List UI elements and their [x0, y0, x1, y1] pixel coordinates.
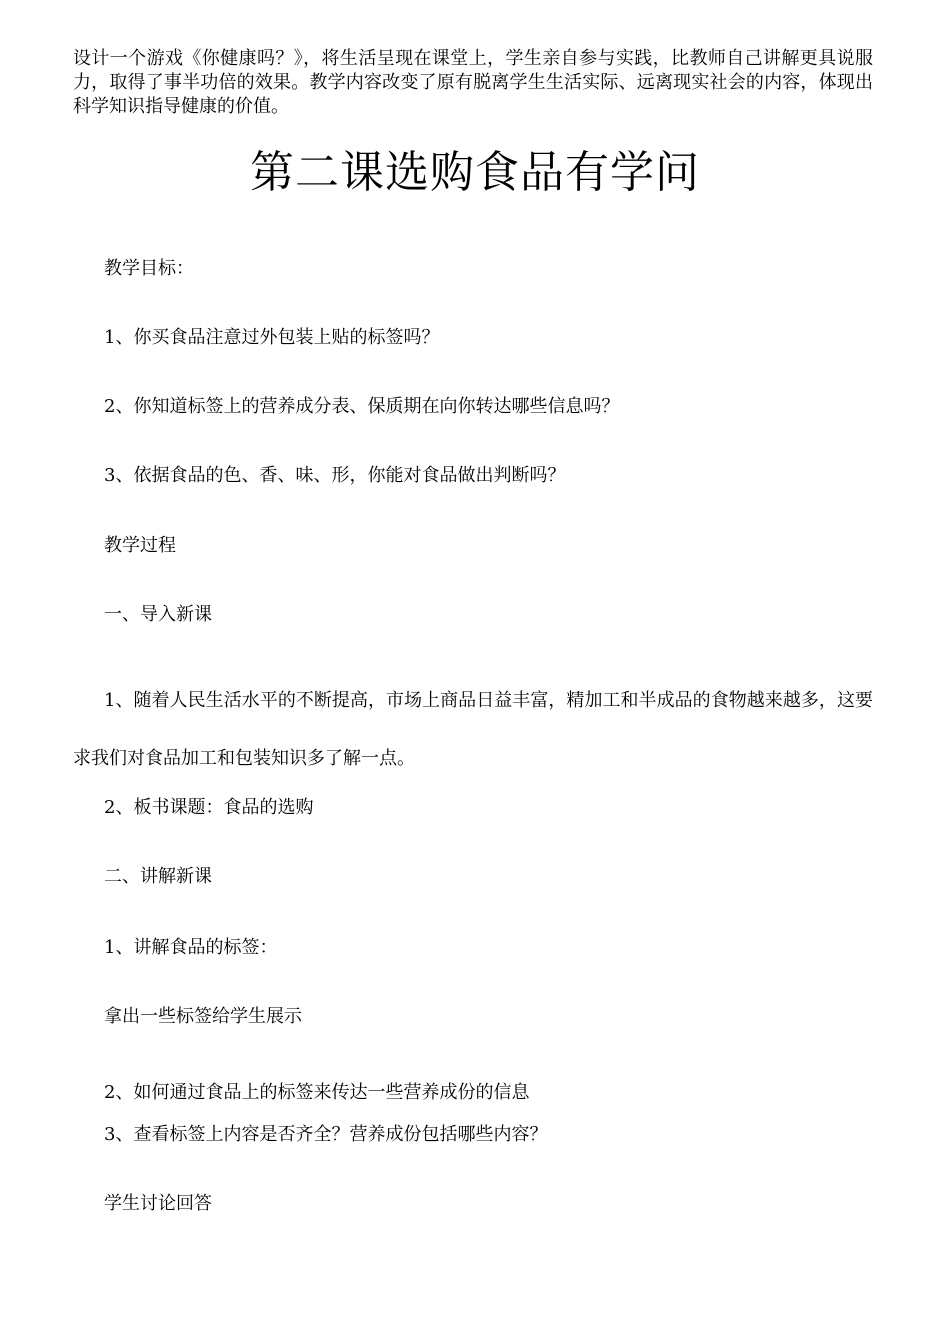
objective-item-2: 2、你知道标签上的营养成分表、保质期在向你转达哪些信息吗？ [104, 396, 620, 417]
section-2-item-2: 2、如何通过食品上的标签来传达一些营养成份的信息 [104, 1082, 530, 1103]
objectives-heading: 教学目标： [104, 258, 194, 279]
section-1-item-1: 1、随着人民生活水平的不断提高，市场上商品日益丰富，精加工和半成品的食物越来越多，这要求我们对食品加工和包装知识多了解一点。 [73, 690, 873, 769]
objective-item-3: 3、依据食品的色、香、味、形，你能对食品做出判断吗？ [104, 465, 566, 486]
section-1-item-2: 2、板书课题：食品的选购 [104, 797, 314, 818]
section-2-item-1: 1、讲解食品的标签： [104, 937, 278, 958]
section-2-heading: 二、讲解新课 [104, 866, 212, 887]
section-2-item-3-detail: 学生讨论回答 [104, 1193, 212, 1214]
lesson-title: 第二课选购食品有学问 [250, 147, 700, 198]
objective-item-1: 1、你买食品注意过外包装上贴的标签吗？ [104, 327, 440, 348]
process-heading: 教学过程 [104, 535, 176, 556]
section-1-heading: 一、导入新课 [104, 604, 212, 625]
intro-paragraph: 设计一个游戏《你健康吗？》，将生活呈现在课堂上，学生亲自参与实践，比教师自己讲解更具说服力，取得了事半功倍的效果。教学内容改变了原有脱离学生生活实际、远离现实社会的内容，体现出科学知识指导健康的价值。 [73, 48, 873, 117]
section-2-item-3: 3、查看标签上内容是否齐全？营养成份包括哪些内容？ [104, 1124, 548, 1145]
section-2-item-1-detail: 拿出一些标签给学生展示 [104, 1006, 302, 1027]
